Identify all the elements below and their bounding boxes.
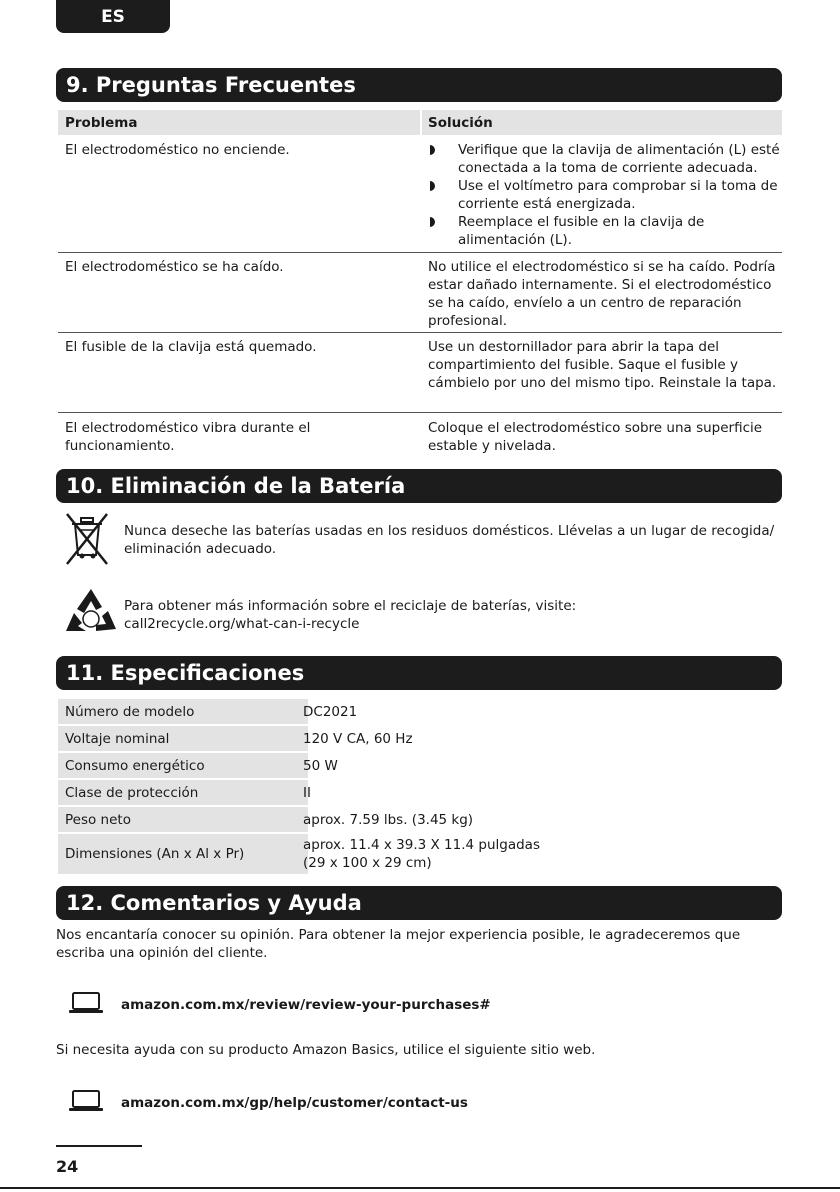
spec-value: aprox. 7.59 lbs. (3.45 kg) xyxy=(303,811,474,828)
recycle-icon xyxy=(64,587,118,639)
section-heading-specs: 11. Especificaciones xyxy=(56,656,782,690)
spec-value: II xyxy=(303,784,311,801)
footer-rule xyxy=(56,1145,142,1147)
spec-value: DC2021 xyxy=(303,703,358,720)
spec-label: Peso neto xyxy=(58,807,308,832)
spec-label: Voltaje nominal xyxy=(58,726,308,751)
section-heading-feedback: 12. Comentarios y Ayuda xyxy=(56,886,782,920)
laptop-icon xyxy=(69,1090,103,1112)
language-tab: ES xyxy=(56,0,170,33)
bottom-border xyxy=(0,1187,840,1189)
spec-value: 50 W xyxy=(303,757,338,774)
faq-header-problem: Problema xyxy=(65,115,138,131)
help-link[interactable]: amazon.com.mx/gp/help/customer/contact-us xyxy=(121,1095,468,1111)
spec-label: Dimensiones (An x Al x Pr) xyxy=(58,834,308,874)
battery-recycle-text xyxy=(124,597,784,633)
crossed-bin-icon xyxy=(62,509,112,569)
faq-header-divider xyxy=(420,110,422,135)
section-heading-battery: 10. Eliminación de la Batería xyxy=(56,469,782,503)
faq-header-solution: Solución xyxy=(428,115,493,131)
spec-value-line: aprox. 11.4 x 39.3 X 11.4 pulgadas xyxy=(303,837,540,853)
help-text: Si necesita ayuda con su producto Amazon Basics, utilice el siguiente sitio web. xyxy=(56,1042,596,1058)
recycle-info-line: Para obtener más información sobre el reciclaje de baterías, visite: xyxy=(124,598,577,614)
spec-value-line: (29 x 100 x 29 cm) xyxy=(303,855,432,871)
recycle-url: call2recycle.org/what-can-i-recycle xyxy=(124,616,360,632)
faq-solution-2: No utilice el electrodoméstico si se ha caído. Podría estar dañado internamente. Si el electrodoméstico se ha caído, envíelo a un centro de reparación profesional. xyxy=(428,259,776,329)
spec-value xyxy=(303,834,773,874)
row-divider xyxy=(58,332,782,333)
laptop-icon xyxy=(69,992,103,1014)
page-number: 24 xyxy=(56,1157,79,1176)
faq-problem-4: El electrodoméstico vibra durante el funcionamiento. xyxy=(65,420,311,454)
faq-problem-2: El electrodoméstico se ha caído. xyxy=(65,259,284,275)
spec-label: Clase de protección xyxy=(58,780,308,805)
section-heading-faq: 9. Preguntas Frecuentes xyxy=(56,68,782,102)
review-link[interactable]: amazon.com.mx/review/review-your-purchases# xyxy=(121,997,491,1013)
battery-disposal-text: Nunca deseche las baterías usadas en los residuos domésticos. Llévelas a un lugar de recogida/ eliminación adecuado. xyxy=(124,523,775,557)
faq-solution-4: Coloque el electrodoméstico sobre una superficie estable y nivelada. xyxy=(428,420,763,454)
spec-label: Consumo energético xyxy=(58,753,308,778)
faq-solution-bullet: Verifique que la clavija de alimentación (L) esté conectada a la toma de corriente adecuada. xyxy=(428,141,780,177)
faq-problem-3: El fusible de la clavija está quemado. xyxy=(65,339,317,355)
faq-solution-1 xyxy=(428,141,780,249)
spec-value: 120 V CA, 60 Hz xyxy=(303,730,413,747)
faq-solution-bullet: Reemplace el fusible en la clavija de alimentación (L). xyxy=(428,213,780,249)
row-divider xyxy=(58,412,782,413)
faq-problem-1: El electrodoméstico no enciende. xyxy=(65,142,290,158)
faq-solution-3: Use un destornillador para abrir la tapa del compartimiento del fusible. Saque el fusible y cámbielo por uno del mismo tipo. Reinstale la tapa. xyxy=(428,339,777,391)
faq-solution-bullet: Use el voltímetro para comprobar si la toma de corriente está energizada. xyxy=(428,177,780,213)
feedback-intro: Nos encantaría conocer su opinión. Para obtener la mejor experiencia posible, le agradeceremos que escriba una opinión del cliente. xyxy=(56,927,741,961)
row-divider xyxy=(58,252,782,253)
spec-label: Número de modelo xyxy=(58,699,308,724)
